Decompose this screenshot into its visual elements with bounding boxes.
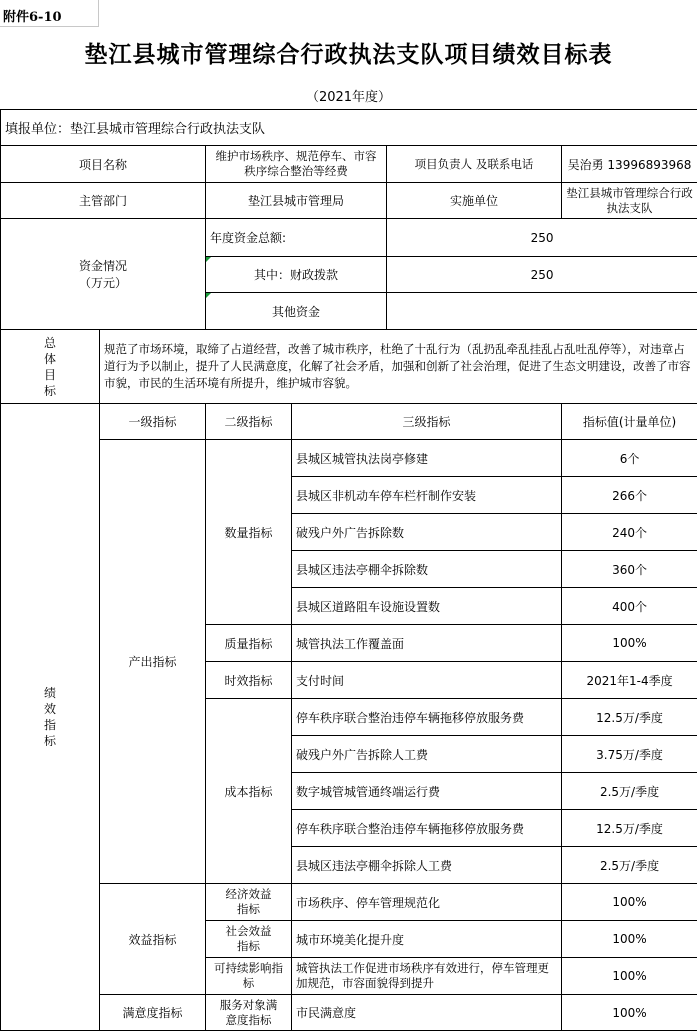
level3-item: 停车秩序联合整治违停车辆拖移停放服务费 [292,810,562,847]
indicator-value: 100% [562,884,697,921]
indicator-value: 240个 [562,514,697,551]
funds-fiscal-label: 其中：财政拨款 [206,257,387,293]
level3-item: 市场秩序、停车管理规范化 [292,884,562,921]
funds-total-label: 年度资金总额: [206,219,387,257]
table-row [1,884,697,921]
impl-value: 垫江县城市管理综合行政执法支队 [562,183,697,219]
funds-fiscal-value: 250 [387,257,697,293]
funds-total-value: 250 [387,219,697,257]
level2-economic: 经济效益指标 [206,884,292,921]
header-value: 指标值(计量单位) [562,404,697,440]
indicator-value: 100% [562,625,697,662]
page-title: 垫江县城市管理综合行政执法支队项目绩效目标表 [84,41,613,68]
level2-social: 社会效益指标 [206,921,292,958]
level3-item: 城管执法工作促进市场秩序有效进行，停车管理更加规范，市容面貌得到提升 [292,958,562,995]
project-name-label: 项目名称 [1,146,206,183]
header-level1: 一级指标 [100,404,206,440]
level3-item: 城管执法工作覆盖面 [292,625,562,662]
indicator-value: 400个 [562,588,697,625]
goal-row [1,330,697,404]
indicator-value: 360个 [562,551,697,588]
performance-label: 绩效指标 [1,404,100,1031]
level2-cost: 成本指标 [206,699,292,884]
funds-label-line1: 资金情况 [78,259,127,273]
funds-label [1,219,206,330]
goal-text: 规范了市场环境，取缔了占道经营，改善了城市秩序，杜绝了十乱行为（乱扔乱牵乱挂乱占乱吐乱停等），对违章占道行为予以制止，提升了人民满意度，化解了社会矛盾，加强和创新了社会治理，促进了生态文明建设，改善了市容市貌，市民的生活环境有所提升，维护城市容貌。 [100,330,697,404]
dept-row [1,183,697,219]
fill-unit: 填报单位：垫江县城市管理综合行政执法支队 [1,110,697,146]
level3-item: 支付时间 [292,662,562,699]
level2-quantity: 数量指标 [206,440,292,625]
table-row [1,995,697,1031]
level1-satisfaction: 满意度指标 [100,995,206,1031]
level3-item: 县城区违法亭棚伞拆除数 [292,551,562,588]
level3-item: 县城区道路阻车设施设置数 [292,588,562,625]
level2-timeliness: 时效指标 [206,662,292,699]
project-name-value: 维护市场秩序、规范停车、市容秩序综合整治等经费 [206,146,387,183]
header-level3: 三级指标 [292,404,562,440]
level3-item: 破残户外广告拆除数 [292,514,562,551]
level1-benefit: 效益指标 [100,884,206,995]
indicator-value: 12.5万/季度 [562,699,697,736]
project-leader-label: 项目负责人 及联系电话 [387,146,562,183]
level2-sustainable: 可持续影响指标 [206,958,292,995]
performance-table [0,109,697,1031]
dept-value: 垫江县城市管理局 [206,183,387,219]
indicator-value: 6个 [562,440,697,477]
indicator-value: 100% [562,958,697,995]
level3-item: 数字城管城管通终端运行费 [292,773,562,810]
level2-service-satisfaction: 服务对象满意度指标 [206,995,292,1031]
level3-item: 停车秩序联合整治违停车辆拖移停放服务费 [292,699,562,736]
funds-total-row [1,219,697,257]
table-row [1,440,697,477]
attachment-label: 附件6-10 [3,10,62,25]
fill-unit-row [1,110,697,146]
project-leader-value: 吴治勇 13996893968 [562,146,697,183]
level2-quality: 质量指标 [206,625,292,662]
level3-item: 市民满意度 [292,995,562,1031]
funds-other-value [387,293,697,330]
goal-label: 总体目标 [1,330,100,404]
header-level2: 二级指标 [206,404,292,440]
level3-item: 城市环境美化提升度 [292,921,562,958]
indicator-value: 3.75万/季度 [562,736,697,773]
project-name-row [1,146,697,183]
level3-item: 县城区非机动车停车栏杆制作安装 [292,477,562,514]
indicator-value: 2021年1-4季度 [562,662,697,699]
indicator-value: 100% [562,995,697,1031]
indicator-value: 100% [562,921,697,958]
level3-item: 县城区违法亭棚伞拆除人工费 [292,847,562,884]
funds-other-label: 其他资金 [206,293,387,330]
indicator-value: 12.5万/季度 [562,810,697,847]
funds-label-line2: （万元） [78,276,127,290]
level3-item: 县城区城管执法岗亭修建 [292,440,562,477]
indicator-value: 2.5万/季度 [562,847,697,884]
indicator-value: 266个 [562,477,697,514]
indicator-header-row [1,404,697,440]
indicator-value: 2.5万/季度 [562,773,697,810]
year-label: （2021年度） [305,90,392,105]
level1-output: 产出指标 [100,440,206,884]
impl-label: 实施单位 [387,183,562,219]
dept-label: 主管部门 [1,183,206,219]
level3-item: 破残户外广告拆除人工费 [292,736,562,773]
